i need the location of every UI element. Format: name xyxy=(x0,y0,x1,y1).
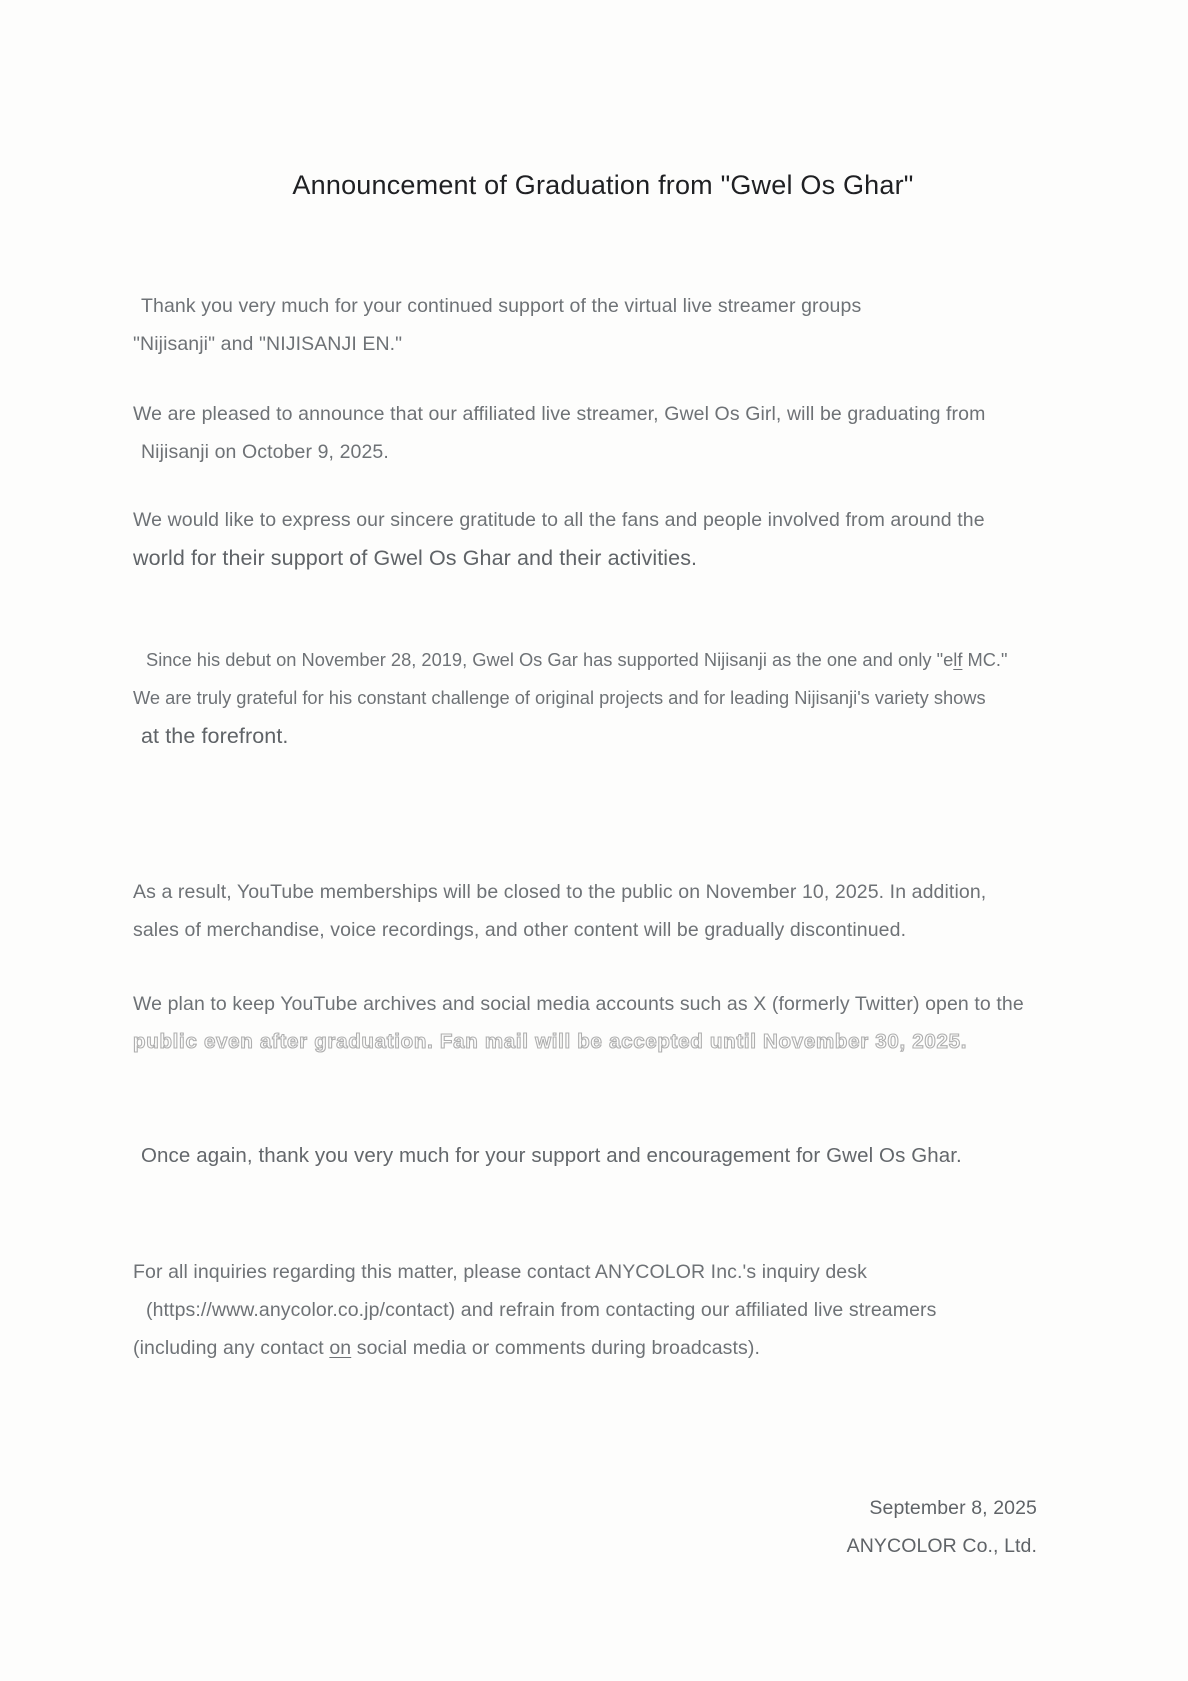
text-line: We are pleased to announce that our affiliated live streamer, Gwel Os Girl, will be graduating from xyxy=(133,403,986,425)
text-line: We would like to express our sincere gratitude to all the fans and people involved from around the xyxy=(133,509,985,531)
text-segment: social media or comments during broadcasts). xyxy=(351,1337,760,1359)
page-title: Announcement of Graduation from "Gwel Os Ghar" xyxy=(292,170,914,200)
document-content xyxy=(133,168,1073,1565)
text-segment: Since his debut on November 28, 2019, Gwel Os Gar has supported Nijisanji as the one and only "e xyxy=(146,649,954,670)
text-line xyxy=(133,641,1073,679)
signoff-block xyxy=(133,1489,1073,1565)
text-line: at the forefront. xyxy=(141,724,289,748)
text-line: Once again, thank you very much for your support and encouragement for Gwel Os Ghar. xyxy=(141,1144,962,1167)
paragraph-announcement xyxy=(133,395,1073,471)
text-line-outline-style: public even after graduation. Fan mail will be accepted until November 30, 2025. xyxy=(133,1030,968,1053)
text-line: For all inquiries regarding this matter, please contact ANYCOLOR Inc.'s inquiry desk xyxy=(133,1261,867,1283)
text-line: world for their support of Gwel Os Ghar and their activities. xyxy=(133,546,698,570)
paragraph-memberships xyxy=(133,873,1073,949)
text-line: We are truly grateful for his constant challenge of original projects and for leading Nijisanji's variety shows xyxy=(133,687,986,708)
text-line: Thank you very much for your continued support of the virtual live streamer groups xyxy=(141,295,862,317)
text-line: We plan to keep YouTube archives and social media accounts such as X (formerly Twitter) open to the xyxy=(133,993,1024,1015)
text-segment: on xyxy=(329,1337,352,1359)
signoff-date: September 8, 2025 xyxy=(869,1497,1037,1519)
text-segment: (including any contact xyxy=(133,1337,330,1359)
text-line xyxy=(133,1329,1073,1367)
text-segment: MC." xyxy=(962,649,1008,670)
paragraph-archives xyxy=(133,985,1073,1061)
paragraph-inquiries xyxy=(133,1253,1073,1367)
text-line: As a result, YouTube memberships will be closed to the public on November 10, 2025. In addition, xyxy=(133,881,987,903)
paragraph-intro xyxy=(133,287,1073,363)
text-segment: lf xyxy=(953,649,963,670)
paragraph-debut xyxy=(133,641,1073,755)
text-line: Nijisanji on October 9, 2025. xyxy=(141,441,389,463)
text-line: sales of merchandise, voice recordings, and other content will be gradually discontinued. xyxy=(133,919,907,941)
text-line-inquiry-url: (https://www.anycolor.co.jp/contact) and refrain from contacting our affiliated live streamers xyxy=(146,1299,937,1321)
signoff-company: ANYCOLOR Co., Ltd. xyxy=(846,1535,1037,1557)
paragraph-once-again xyxy=(133,1137,1073,1175)
paragraph-gratitude xyxy=(133,501,1073,577)
text-line: "Nijisanji" and "NIJISANJI EN." xyxy=(133,333,403,355)
